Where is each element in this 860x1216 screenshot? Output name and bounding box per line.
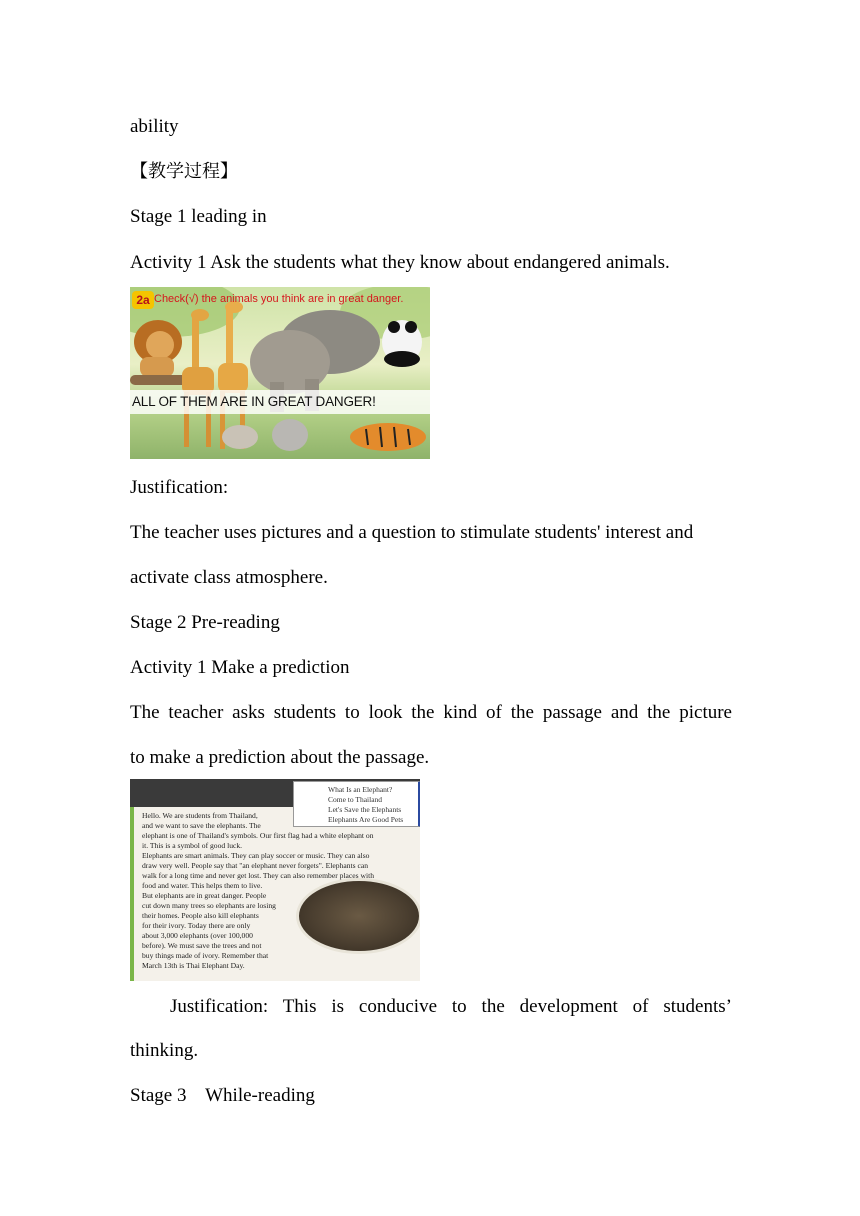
passage-line: But elephants are in great danger. People [142,891,267,900]
passage-line: cut down many trees so elephants are losing [142,901,276,910]
title-options-box [293,781,420,827]
passage-line: buy things made of ivory. Remember that [142,951,269,960]
passage-line: Elephants are smart animals. They can play soccer or music. They can also [142,851,370,860]
line-ability: ability [130,116,179,137]
passage-line: March 13th is Thai Elephant Day. [142,961,245,970]
passage-line: draw very well. People say that "an elephant never forgets". Elephants can [142,861,368,870]
passage-line: before). We must save the trees and not [142,941,262,950]
animals-illustration [130,287,430,459]
elephant-photo [296,878,420,954]
section-heading: 【教学过程】 [130,161,238,182]
justification-2-line-2: thinking. [130,1040,199,1061]
passage-line: food and water. This helps them to live. [142,881,263,890]
activity-1-text: Activity 1 Ask the students what they know about endangered animals. [130,252,670,273]
option-2: Come to Thailand [328,795,383,804]
passage-line: about 3,000 elephants (over 100,000 [142,931,253,940]
justification-line-2: activate class atmosphere. [130,567,328,588]
stage-3-heading: Stage 3 While-reading [130,1085,315,1106]
page-green-bar [130,807,134,981]
justification-label: Justification: [130,477,229,498]
activity-badge: 2a [132,291,154,309]
passage-line: it. This is a symbol of good luck. [142,841,243,850]
stage-2-heading: Stage 2 Pre-reading [130,612,280,633]
justification-line-1: The teacher uses pictures and a question to stimulate students' interest and [130,522,694,543]
activity-prediction: Activity 1 Make a prediction [130,657,350,678]
option-3: Let's Save the Elephants [328,805,402,814]
passage-line: and we want to save the elephants. The [142,821,261,830]
textbook-page-image [130,779,420,981]
passage-line: for their ivory. Today there are only [142,921,251,930]
passage-line: Hello. We are students from Thailand, [142,811,258,820]
passage-line: elephant is one of Thailand's symbols. Our first flag had a white elephant on [142,831,374,840]
option-4: Elephants Are Good Pets [328,815,404,824]
prediction-line-1: The teacher asks students to look the kind of the passage and the picture [130,702,732,723]
animals-slide-image [130,287,430,459]
slide-banner-text: ALL OF THEM ARE IN GREAT DANGER! [132,394,376,409]
passage-line: walk for a long time and never get lost. They can also remember places with [142,871,375,880]
passage-line: their homes. People also kill elephants [142,911,259,920]
justification-2-line-1: Justification: This is conducive to the development of students’ [170,996,732,1017]
option-1: What Is an Elephant? [328,785,393,794]
prediction-line-2: to make a prediction about the passage. [130,747,430,768]
slide-instruction: Check(√) the animals you think are in great danger. [154,293,404,305]
stage-1-heading: Stage 1 leading in [130,206,267,227]
